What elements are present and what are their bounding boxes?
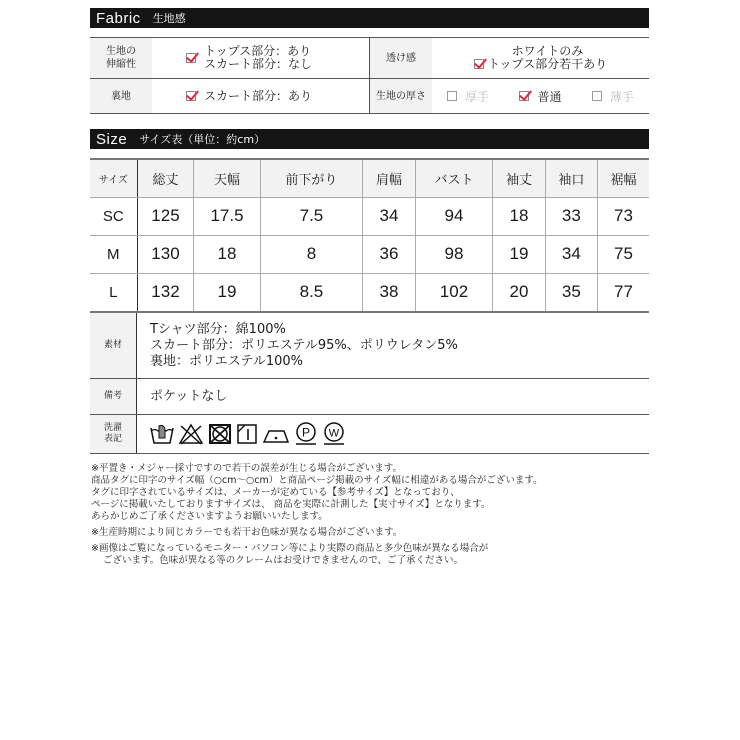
- material-line-lining: 裏地：ポリエステル100%: [150, 353, 303, 369]
- care-icons: [150, 422, 649, 446]
- column-header-hem-width: 裾幅: [598, 159, 649, 197]
- table-cell: 18: [493, 197, 545, 235]
- column-header-front-drop: 前下がり: [260, 159, 363, 197]
- stretch-value-tops: トップス部分：あり: [204, 44, 312, 58]
- column-header-sleeve-length: 袖丈: [493, 159, 545, 197]
- wet-clean-w-icon: [322, 422, 346, 446]
- note-line: ※平置き・メジャー採寸ですので若干の誤差が生じる場合がございます。: [91, 463, 403, 474]
- table-cell: 102: [415, 273, 493, 311]
- stretch-cell: [90, 38, 370, 78]
- table-cell: 132: [137, 273, 194, 311]
- material-value: [137, 313, 649, 378]
- note-line: 商品タグに印字のサイズ幅（○cm〜○cm）と商品ページ掲載のサイズ幅に相違がある場合がございます。: [91, 475, 543, 486]
- care-label-line1: 洗濯: [103, 423, 122, 433]
- detail-table: [90, 311, 649, 454]
- stretch-checkbox: [186, 53, 196, 63]
- table-cell: 36: [363, 235, 415, 273]
- no-bleach-icon: [178, 423, 204, 445]
- thickness-label: 生地の厚さ: [370, 79, 432, 113]
- sheer-label: 透け感: [370, 38, 432, 78]
- no-tumble-dry-icon: [208, 423, 232, 445]
- size-header-en: Size: [96, 130, 128, 148]
- note-line: タグに印字されているサイズは、メーカーが定めている【参考サイズ】となっており、: [91, 487, 460, 498]
- sheer-value-line2: トップス部分若干あり: [487, 57, 608, 71]
- table-cell: 75: [598, 235, 649, 273]
- table-row: [90, 197, 649, 235]
- drip-dry-shade-icon: [236, 423, 258, 445]
- table-cell: 94: [415, 197, 493, 235]
- table-cell: 125: [137, 197, 194, 235]
- size-label: L: [90, 273, 137, 311]
- fabric-table: [90, 37, 649, 114]
- thickness-option-thin: [592, 88, 634, 105]
- sheer-value: [432, 38, 649, 78]
- thickness-option-normal: [519, 88, 561, 105]
- column-header-shoulder: 肩幅: [363, 159, 415, 197]
- stretch-label: [90, 38, 152, 78]
- stretch-label-line1: 生地の: [106, 46, 136, 57]
- svg-text:W: W: [328, 427, 340, 440]
- thickness-thick-checkbox: [447, 91, 457, 101]
- table-cell: 8: [260, 235, 363, 273]
- thickness-normal-checkbox: [519, 91, 529, 101]
- note-line: ページに掲載いたしておりますサイズは、 商品を実際に計測した【実寸サイズ】となります。: [91, 499, 491, 510]
- thickness-option-thick: [447, 88, 489, 105]
- remarks-row: [90, 379, 649, 415]
- note-line: ※生産時期により同じカラーでも若干お色味が異なる場合がございます。: [91, 527, 403, 538]
- table-cell: 73: [598, 197, 649, 235]
- size-table-header-row: [90, 159, 649, 197]
- care-value: [137, 415, 649, 453]
- material-row: [90, 313, 649, 379]
- column-header-cuff: 袖口: [545, 159, 597, 197]
- table-cell: 34: [363, 197, 415, 235]
- fabric-header-en: Fabric: [96, 9, 141, 27]
- fabric-row-1: [90, 38, 649, 79]
- material-line-tshirt: Tシャツ部分：綿100%: [150, 321, 286, 337]
- sheer-cell: [370, 38, 649, 78]
- table-cell: 18: [194, 235, 260, 273]
- material-line-skirt: スカート部分：ポリエステル95%、ポリウレタン5%: [150, 337, 458, 353]
- stretch-value: [152, 38, 369, 78]
- sheer-checkbox: [474, 59, 484, 69]
- table-cell: 17.5: [194, 197, 260, 235]
- table-cell: 7.5: [260, 197, 363, 235]
- low-iron-icon: [262, 423, 290, 445]
- notes-block: [91, 463, 651, 567]
- remarks-value: ポケットなし: [150, 388, 228, 404]
- table-row: [90, 273, 649, 311]
- hand-wash-icon: [150, 423, 174, 445]
- lining-value-text: スカート部分：あり: [204, 88, 313, 103]
- table-cell: 19: [493, 235, 545, 273]
- table-cell: 33: [545, 197, 597, 235]
- table-row: [90, 235, 649, 273]
- sheer-value-line1: ホワイトのみ: [511, 44, 584, 58]
- care-label: [90, 415, 137, 453]
- table-cell: 8.5: [260, 273, 363, 311]
- table-cell: 98: [415, 235, 493, 273]
- table-cell: 77: [598, 273, 649, 311]
- size-header-jp: サイズ表（単位：約cm）: [139, 133, 266, 146]
- table-cell: 19: [194, 273, 260, 311]
- thickness-thick-label: 厚手: [465, 89, 490, 104]
- table-cell: 38: [363, 273, 415, 311]
- column-header-size: サイズ: [90, 159, 137, 197]
- fabric-header-jp: 生地感: [152, 12, 186, 25]
- column-header-bust: バスト: [415, 159, 493, 197]
- note-line: ※画像はご覧になっているモニター・パソコン等により実際の商品と多少色味が異なる場合が: [91, 543, 489, 554]
- column-header-top-width: 天幅: [194, 159, 260, 197]
- care-label-line2: 表記: [103, 434, 122, 444]
- lining-cell: [90, 79, 370, 113]
- svg-text:P: P: [301, 425, 311, 440]
- note-line: ございます。色味が異なる等のクレームはお受けできませんので、ご了承ください。: [103, 555, 464, 566]
- care-row: [90, 415, 649, 454]
- size-label: M: [90, 235, 137, 273]
- dry-clean-p-icon: [294, 422, 318, 446]
- size-table: [90, 158, 649, 312]
- column-header-total-length: 総丈: [137, 159, 194, 197]
- remarks-label: 備考: [90, 379, 137, 414]
- thickness-normal-label: 普通: [537, 89, 562, 104]
- table-cell: 34: [545, 235, 597, 273]
- table-cell: 35: [545, 273, 597, 311]
- material-label: 素材: [90, 313, 137, 378]
- thickness-thin-label: 薄手: [609, 89, 634, 104]
- table-cell: 20: [493, 273, 545, 311]
- table-cell: 130: [137, 235, 194, 273]
- lining-value: [152, 79, 369, 113]
- lining-label: 裏地: [90, 79, 152, 113]
- stretch-value-skirt: スカート部分：なし: [204, 57, 313, 71]
- note-line: あらかじめご了承くださいますようお願いいたします。: [91, 511, 328, 522]
- stretch-label-line2: 伸縮性: [106, 59, 136, 70]
- size-label: SC: [90, 197, 137, 235]
- thickness-options: [432, 79, 649, 113]
- thickness-thin-checkbox: [592, 91, 602, 101]
- size-section-header: [90, 129, 649, 149]
- thickness-cell: [370, 79, 649, 113]
- fabric-row-2: [90, 79, 649, 114]
- fabric-section-header: [90, 8, 649, 28]
- lining-checkbox: [186, 91, 196, 101]
